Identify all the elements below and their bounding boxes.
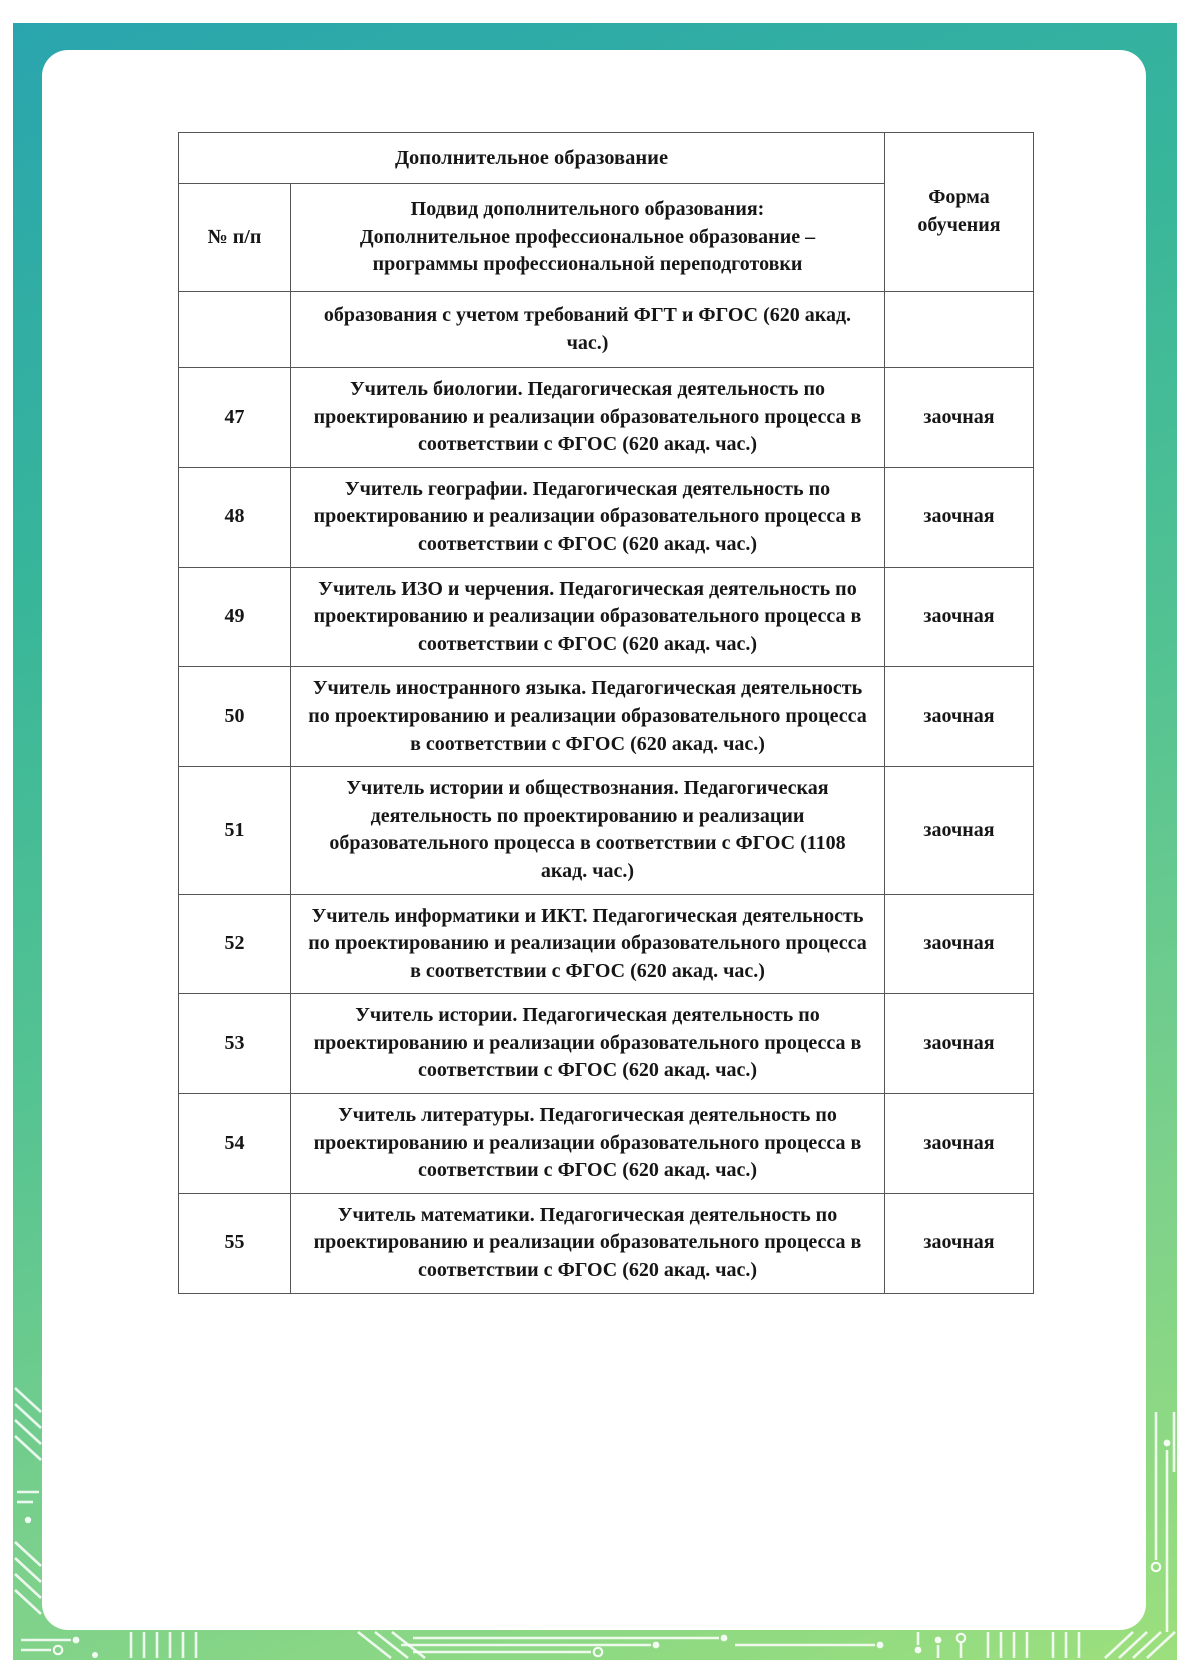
circuit-pattern-bottom-icon bbox=[13, 1630, 1177, 1660]
row-program: Учитель иностранного языка. Педагогическая деятельность по проектированию и реализации образовательного процесса в соответствии с ФГОС (620 акад. час.) bbox=[291, 667, 885, 767]
row-program: Учитель истории и обществознания. Педагогическая деятельность по проектированию и реализации образовательного процесса в соответствии с ФГОС (1108 акад. час.) bbox=[291, 767, 885, 894]
row-number: 54 bbox=[179, 1094, 291, 1194]
table-header-program-line: Подвид дополнительного образования: bbox=[410, 198, 765, 221]
row-number: 53 bbox=[179, 994, 291, 1094]
row-form: заочная bbox=[885, 667, 1034, 767]
row-form: заочная bbox=[885, 994, 1034, 1094]
row-form: заочная bbox=[885, 767, 1034, 894]
table-header-group-title: Дополнительное образование bbox=[179, 133, 885, 184]
row-number: 47 bbox=[179, 368, 291, 468]
row-form: заочная bbox=[885, 1094, 1034, 1194]
row-number: 52 bbox=[179, 895, 291, 995]
row-number: 48 bbox=[179, 468, 291, 568]
continuation-row-number bbox=[179, 292, 291, 368]
continuation-row-program: образования с учетом требований ФГТ и ФГОС (620 акад. час.) bbox=[291, 292, 885, 368]
row-number: 51 bbox=[179, 767, 291, 894]
row-program: Учитель ИЗО и черчения. Педагогическая деятельность по проектированию и реализации образовательного процесса в соответствии с ФГОС (620 акад. час.) bbox=[291, 568, 885, 668]
row-form: заочная bbox=[885, 895, 1034, 995]
row-form: заочная bbox=[885, 1194, 1034, 1294]
row-program: Учитель биологии. Педагогическая деятельность по проектированию и реализации образовательного процесса в соответствии с ФГОС (620 акад. час.) bbox=[291, 368, 885, 468]
row-form: заочная bbox=[885, 568, 1034, 668]
row-form: заочная bbox=[885, 368, 1034, 468]
row-program: Учитель географии. Педагогическая деятельность по проектированию и реализации образовательного процесса в соответствии с ФГОС (620 акад. час.) bbox=[291, 468, 885, 568]
row-form: заочная bbox=[885, 468, 1034, 568]
programs-table bbox=[178, 132, 1034, 1294]
row-program: Учитель истории. Педагогическая деятельность по проектированию и реализации образовательного процесса в соответствии с ФГОС (620 акад. час.) bbox=[291, 994, 885, 1094]
table-header-program-col bbox=[291, 184, 885, 292]
row-program: Учитель математики. Педагогическая деятельность по проектированию и реализации образовательного процесса в соответствии с ФГОС (620 акад. час.) bbox=[291, 1194, 885, 1294]
circuit-pattern-right-icon bbox=[1146, 1412, 1177, 1632]
row-number: 49 bbox=[179, 568, 291, 668]
row-number: 50 bbox=[179, 667, 291, 767]
table-header-program-line: программы профессиональной переподготовки bbox=[372, 253, 803, 276]
table-header-number-col: № п/п bbox=[179, 184, 291, 292]
table-header-form-col: Форма обучения bbox=[885, 133, 1034, 292]
circuit-pattern-left-icon bbox=[13, 1382, 43, 1632]
continuation-row-form bbox=[885, 292, 1034, 368]
table-header-program-line: Дополнительное профессиональное образование – bbox=[359, 225, 816, 248]
row-number: 55 bbox=[179, 1194, 291, 1294]
row-program: Учитель информатики и ИКТ. Педагогическая деятельность по проектированию и реализации образовательного процесса в соответствии с ФГОС (620 акад. час.) bbox=[291, 895, 885, 995]
row-program: Учитель литературы. Педагогическая деятельность по проектированию и реализации образовательного процесса в соответствии с ФГОС (620 акад. час.) bbox=[291, 1094, 885, 1194]
